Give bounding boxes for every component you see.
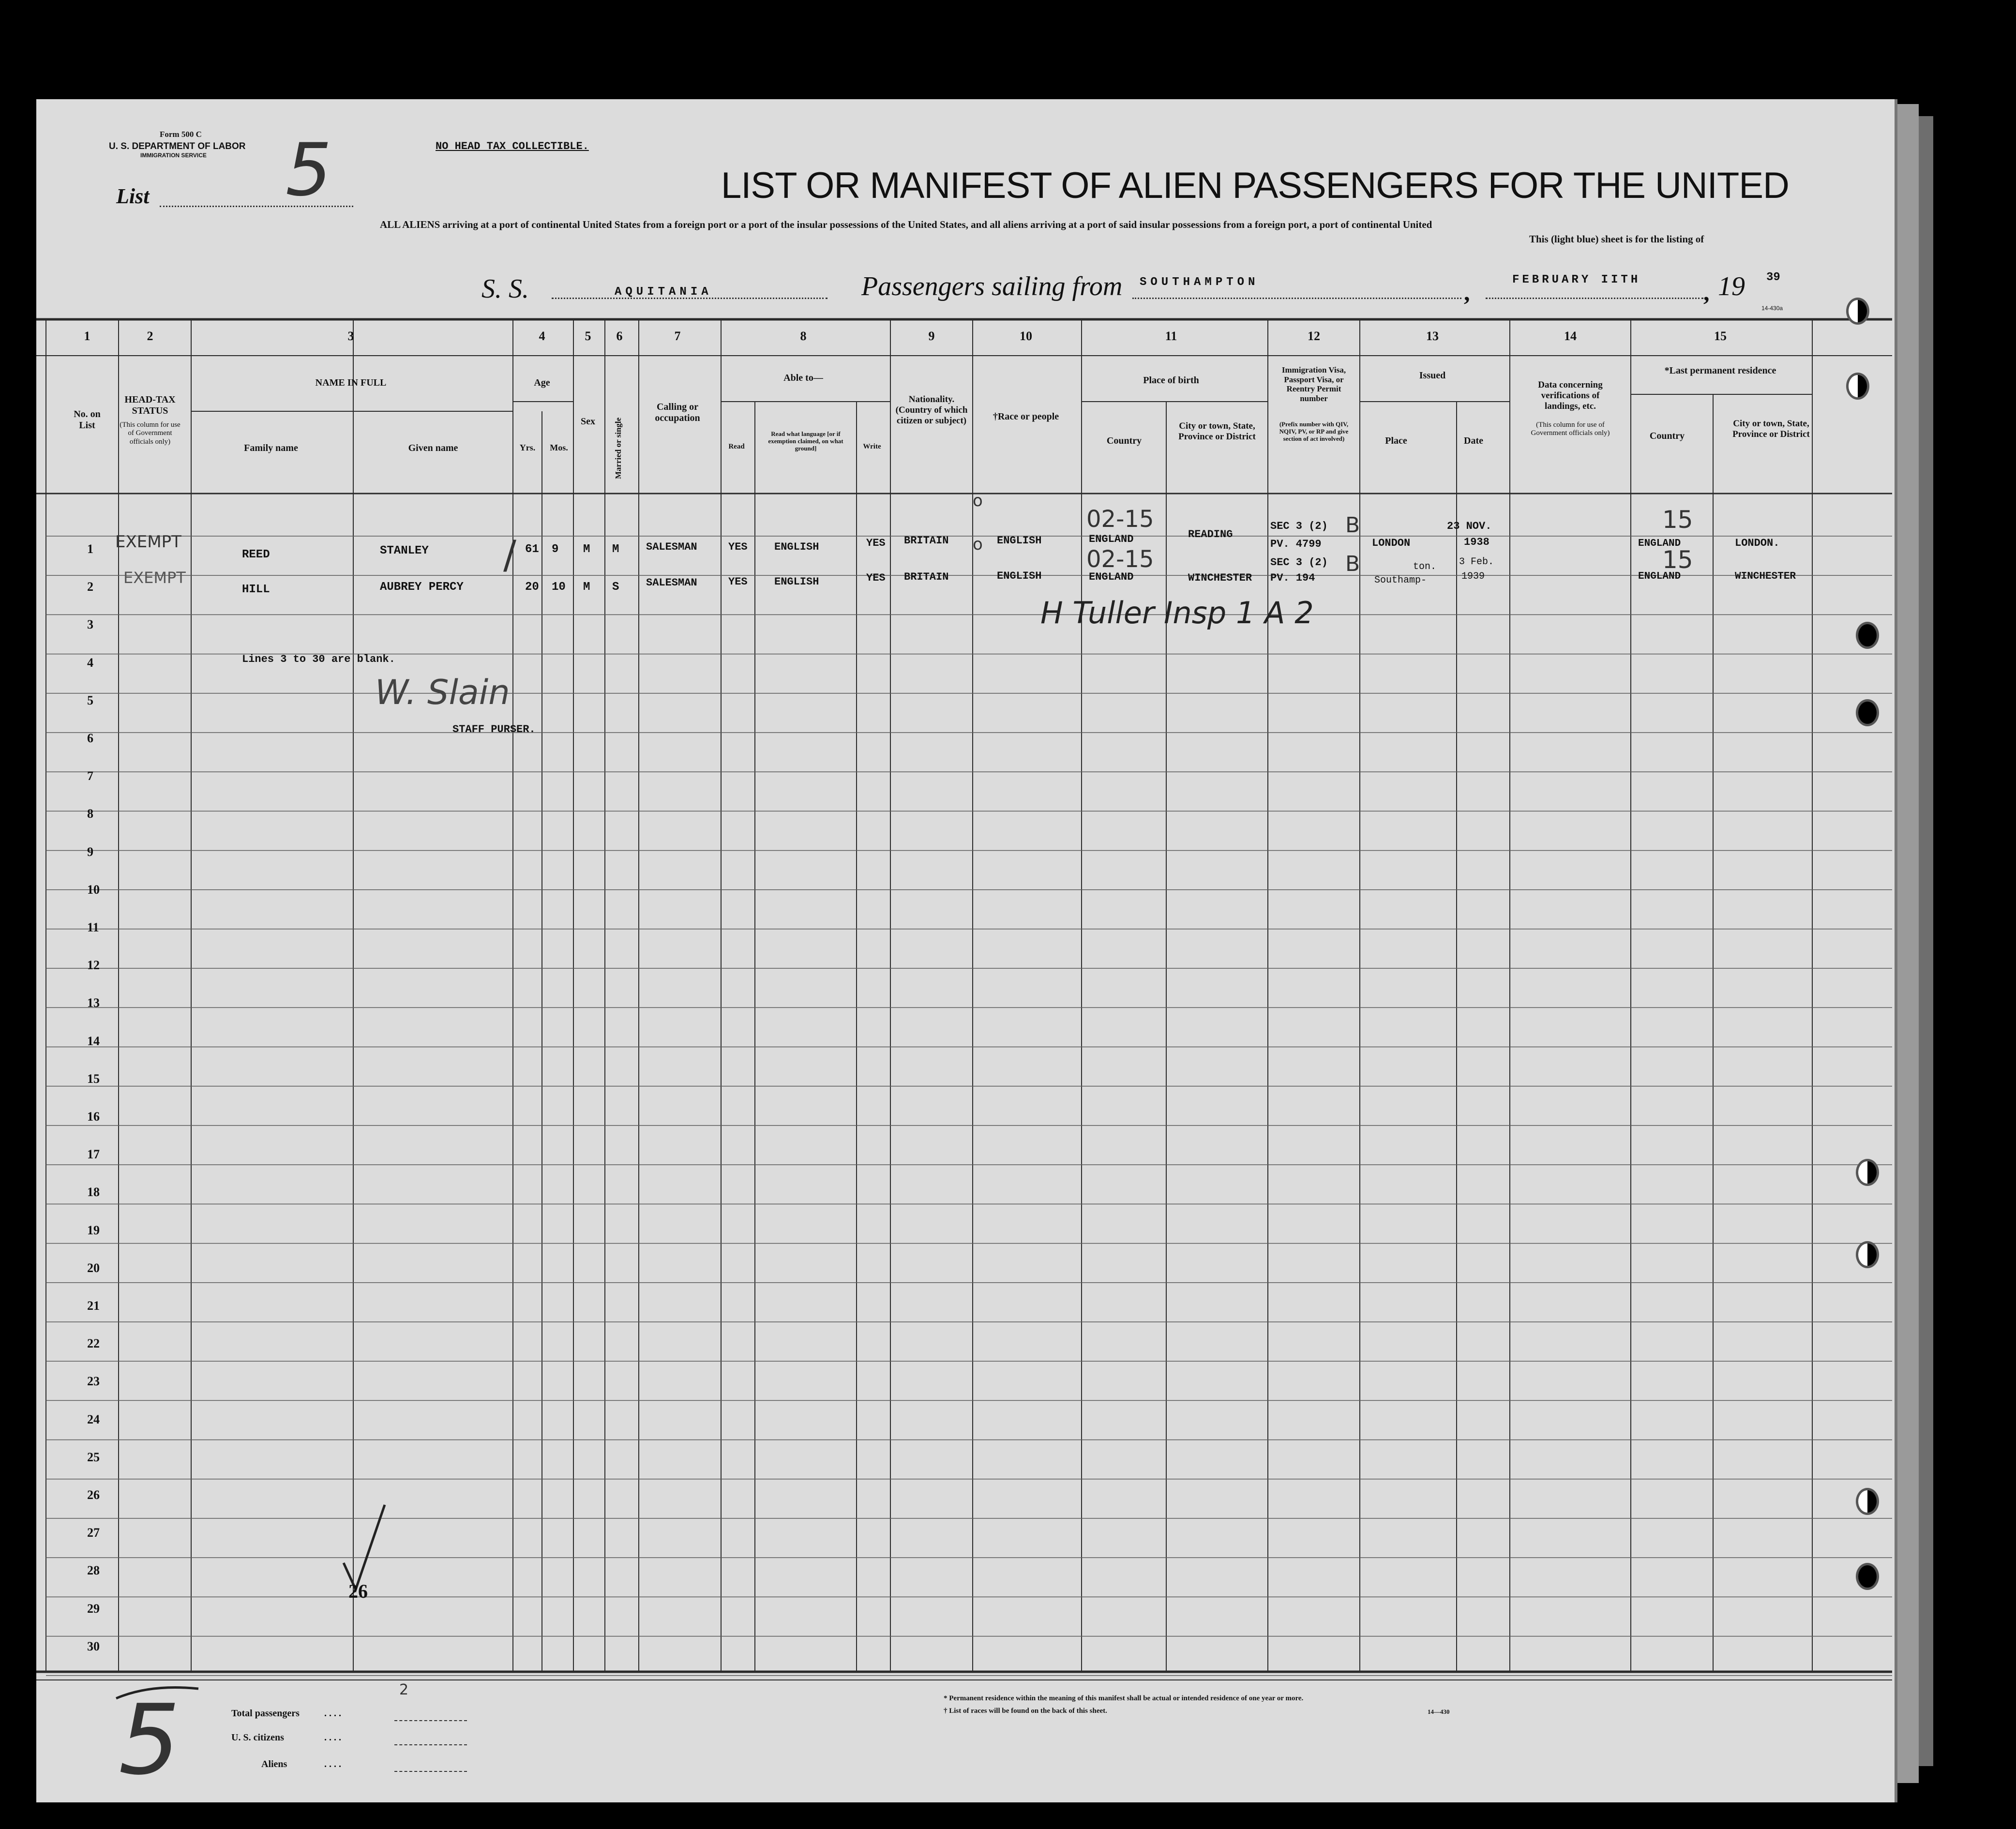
- row1-read: YES: [728, 541, 748, 553]
- footnote-races: † List of races will be found on the back of this sheet.: [944, 1707, 1107, 1715]
- hdr-family-name: Family name: [244, 443, 298, 453]
- row1-birth-country: ENGLAND: [1089, 533, 1134, 545]
- row1-res-country: ENGLAND: [1638, 538, 1681, 549]
- department: U. S. DEPARTMENT OF LABOR: [109, 141, 246, 151]
- comma-1: ,: [1464, 279, 1470, 306]
- footer-big-number: 5: [119, 1684, 181, 1797]
- subtitle-line2: This (light blue) sheet is for the listing of: [1529, 233, 1704, 245]
- hdr-last-residence: *Last permanent residence: [1664, 365, 1776, 376]
- row2-nationality: BRITAIN: [904, 571, 949, 583]
- col-num-1: 1: [84, 329, 90, 343]
- col-num-2: 2: [147, 329, 153, 343]
- hdr-yrs: Yrs.: [519, 443, 536, 452]
- col-num-13: 13: [1426, 329, 1439, 343]
- sailing-label: Passengers sailing from: [861, 271, 1123, 301]
- hdr-pob-country: Country: [1106, 435, 1142, 446]
- form-number: Form 500 C: [160, 130, 202, 139]
- hdr-nationality: Nationality. (Country of which citizen or subject): [895, 394, 968, 426]
- row2-race: ENGLISH: [997, 570, 1042, 582]
- row2-issued-date-1: 3 Feb.: [1459, 556, 1494, 568]
- col-num-6: 6: [616, 329, 623, 343]
- row1-head-tax: EXEMPT: [115, 532, 181, 552]
- row1-sex: M: [583, 543, 590, 556]
- hdr-race: †Race or people: [993, 411, 1059, 422]
- us-citizens-label: U. S. citizens: [231, 1732, 284, 1743]
- col-num-8: 8: [800, 329, 807, 343]
- binder-hole-4: [1856, 699, 1879, 726]
- hdr-read: Read: [728, 443, 745, 450]
- row1-occupation: SALESMAN: [646, 541, 697, 553]
- col-num-4: 4: [539, 329, 545, 343]
- hdr-sex: Sex: [581, 416, 595, 427]
- hdr-issued-date: Date: [1464, 435, 1483, 446]
- hdr-mos: Mos.: [550, 443, 568, 452]
- hdr-data-verif-note: (This column for use of Government officials only): [1531, 421, 1610, 437]
- page-title: LIST OR MANIFEST OF ALIEN PASSENGERS FOR THE UNITED: [721, 165, 1789, 206]
- col-num-15: 15: [1714, 329, 1727, 343]
- row2-birth-code: 02-15: [1086, 546, 1154, 573]
- row1-issued-date-2: 1938: [1464, 536, 1489, 548]
- row1-visa-2: PV. 4799: [1270, 538, 1322, 550]
- row1-birth-code: 02-15: [1086, 506, 1154, 533]
- comma-2: ,: [1703, 279, 1710, 306]
- hdr-issued: Issued: [1419, 370, 1446, 381]
- aliens-dots: . . . .: [324, 1759, 341, 1769]
- row2-issued-place-2: Southamp-: [1374, 575, 1427, 586]
- row1-res-code: 15: [1662, 506, 1693, 534]
- citizens-line: [394, 1744, 467, 1745]
- row2-language: ENGLISH: [774, 576, 819, 588]
- service: IMMIGRATION SERVICE: [140, 152, 207, 159]
- footer-form-code: 14—430: [1428, 1708, 1450, 1715]
- row1-birth-city: READING: [1188, 528, 1233, 540]
- list-number: 5: [286, 128, 332, 212]
- row2-res-country: ENGLAND: [1638, 571, 1681, 582]
- row1-nationality: BRITAIN: [904, 535, 949, 547]
- margin-mark-1: o: [973, 491, 983, 510]
- row2-visa-1: SEC 3 (2): [1270, 556, 1328, 569]
- hdr-head-tax-status: HEAD-TAX STATUS: [124, 394, 176, 416]
- row2-sex: M: [583, 581, 590, 594]
- hdr-write: Write: [863, 443, 881, 450]
- row2-visa-check: B: [1345, 552, 1360, 576]
- year-suffix: 39: [1766, 271, 1780, 284]
- signer-title: STAFF PURSER.: [452, 723, 536, 735]
- binder-hole-1: [1846, 298, 1869, 325]
- row2-issued-place-1: ton.: [1413, 561, 1437, 572]
- row2-write: YES: [866, 572, 886, 584]
- row2-visa-2: PV. 194: [1270, 572, 1315, 584]
- hdr-able-to: Able to—: [783, 373, 823, 383]
- citizens-dots: . . . .: [324, 1732, 341, 1743]
- hdr-pob-city: City or town, State, Province or District: [1178, 421, 1256, 442]
- row2-birth-city: WINCHESTER: [1188, 572, 1252, 584]
- row1-given: STANLEY: [380, 544, 429, 557]
- total-passengers-label: Total passengers: [231, 1708, 300, 1719]
- col-num-11: 11: [1165, 329, 1177, 343]
- list-label: List: [116, 184, 150, 208]
- binder-hole-6: [1856, 1241, 1879, 1268]
- corner-code: 14-430a: [1761, 305, 1783, 312]
- row1-race: ENGLISH: [997, 535, 1042, 547]
- row1-language: ENGLISH: [774, 541, 819, 553]
- row2-issued-date-2: 1939: [1461, 571, 1485, 582]
- hdr-res-city: City or town, State, Province or District: [1732, 419, 1810, 439]
- hdr-data-verif: Data concerning verifications of landings, etc.: [1538, 380, 1603, 411]
- footer-stroke: [111, 1679, 208, 1708]
- binder-hole-7: [1856, 1488, 1879, 1515]
- footnote-residence: * Permanent residence within the meaning of this manifest shall be actual or intended residence of one year or more.: [944, 1694, 1304, 1702]
- col-num-14: 14: [1564, 329, 1577, 343]
- row1-visa-1: SEC 3 (2): [1270, 520, 1328, 532]
- row1-family: REED: [242, 548, 270, 561]
- inspector-annotation: H Tuller Insp 1 A 2: [1040, 595, 1314, 630]
- row2-birth-country: ENGLAND: [1089, 571, 1134, 583]
- blank-lines-note: Lines 3 to 30 are blank.: [242, 653, 395, 665]
- hdr-visa-note: (Prefix number with QIV, NQIV, PV, or RP and give section of act involved): [1279, 420, 1349, 442]
- row2-family: HILL: [242, 583, 270, 596]
- row2-res-code: 15: [1662, 546, 1693, 574]
- hdr-place-of-birth: Place of birth: [1143, 375, 1199, 386]
- row2-mos: 10: [552, 581, 566, 594]
- margin-stroke: /: [503, 532, 516, 577]
- col-num-12: 12: [1308, 329, 1320, 343]
- row2-given: AUBREY PERCY: [380, 581, 464, 594]
- hdr-name-in-full: NAME IN FULL: [315, 377, 387, 388]
- row1-visa-check: B: [1345, 513, 1360, 538]
- hdr-issued-place: Place: [1385, 435, 1407, 446]
- aliens-line: [394, 1771, 467, 1772]
- year-prefix: 19: [1718, 271, 1745, 301]
- col-num-9: 9: [928, 329, 935, 343]
- hdr-head-tax-note: (This column for use of Government officials only): [120, 421, 181, 446]
- row1-write: YES: [866, 537, 886, 549]
- row2-occupation: SALESMAN: [646, 577, 697, 589]
- hdr-age: Age: [534, 377, 550, 388]
- hdr-given-name: Given name: [408, 443, 458, 453]
- row1-mos: 9: [552, 543, 559, 556]
- row2-head-tax: EXEMPT: [123, 569, 186, 587]
- binder-hole-8: [1856, 1563, 1879, 1590]
- binder-hole-2: [1846, 373, 1869, 400]
- row1-res-city: LONDON.: [1735, 537, 1780, 549]
- row1-yrs: 61: [525, 543, 539, 556]
- no-head-tax-stamp: NO HEAD TAX COLLECTIBLE.: [436, 140, 589, 152]
- sailing-date: FEBRUARY IITH: [1512, 273, 1641, 286]
- row1-issued-place: LONDON: [1372, 537, 1411, 549]
- hdr-calling: Calling or occupation: [655, 402, 700, 423]
- aliens-label: Aliens: [261, 1759, 287, 1769]
- row2-marital: S: [612, 581, 619, 594]
- row2-read: YES: [728, 576, 748, 588]
- col-num-3: 3: [347, 329, 354, 343]
- col-num-5: 5: [585, 329, 591, 343]
- hdr-married-single: Married or single: [614, 417, 623, 479]
- row2-yrs: 20: [525, 581, 539, 594]
- checkmark: [339, 1500, 397, 1597]
- total-passengers-value: 2: [399, 1681, 409, 1698]
- total-line: [394, 1720, 467, 1721]
- stamp-26: 26: [348, 1580, 368, 1602]
- row1-issued-date-1: 23 NOV.: [1447, 520, 1492, 532]
- hdr-no-on-list: No. on List: [74, 409, 101, 431]
- row2-res-city: WINCHESTER: [1735, 571, 1796, 582]
- total-dots: . . . .: [324, 1708, 341, 1719]
- margin-mark-2: o: [973, 535, 983, 554]
- row1-marital: M: [612, 543, 619, 556]
- binder-hole-5: [1856, 1159, 1879, 1186]
- ship-name: AQUITANIA: [615, 285, 712, 299]
- col-num-10: 10: [1020, 329, 1032, 343]
- signature: W. Slain: [375, 673, 510, 712]
- binder-hole-3: [1856, 622, 1879, 649]
- port-name: SOUTHAMPTON: [1140, 276, 1259, 289]
- hdr-res-country: Country: [1649, 431, 1685, 441]
- subtitle-line1: ALL ALIENS arriving at a port of continental United States from a foreign port or a port of the insular possessions of the United States, and all aliens arriving at a port of said insular possessions from a foreign port, a port of continental United: [380, 219, 1432, 230]
- ss-label: S. S.: [481, 274, 529, 304]
- col-num-7: 7: [674, 329, 681, 343]
- hdr-visa: Immigration Visa, Passport Visa, or Reentry Permit number: [1281, 365, 1346, 403]
- hdr-read-language: Read what language [or if exemption claimed, on what ground]: [768, 430, 843, 452]
